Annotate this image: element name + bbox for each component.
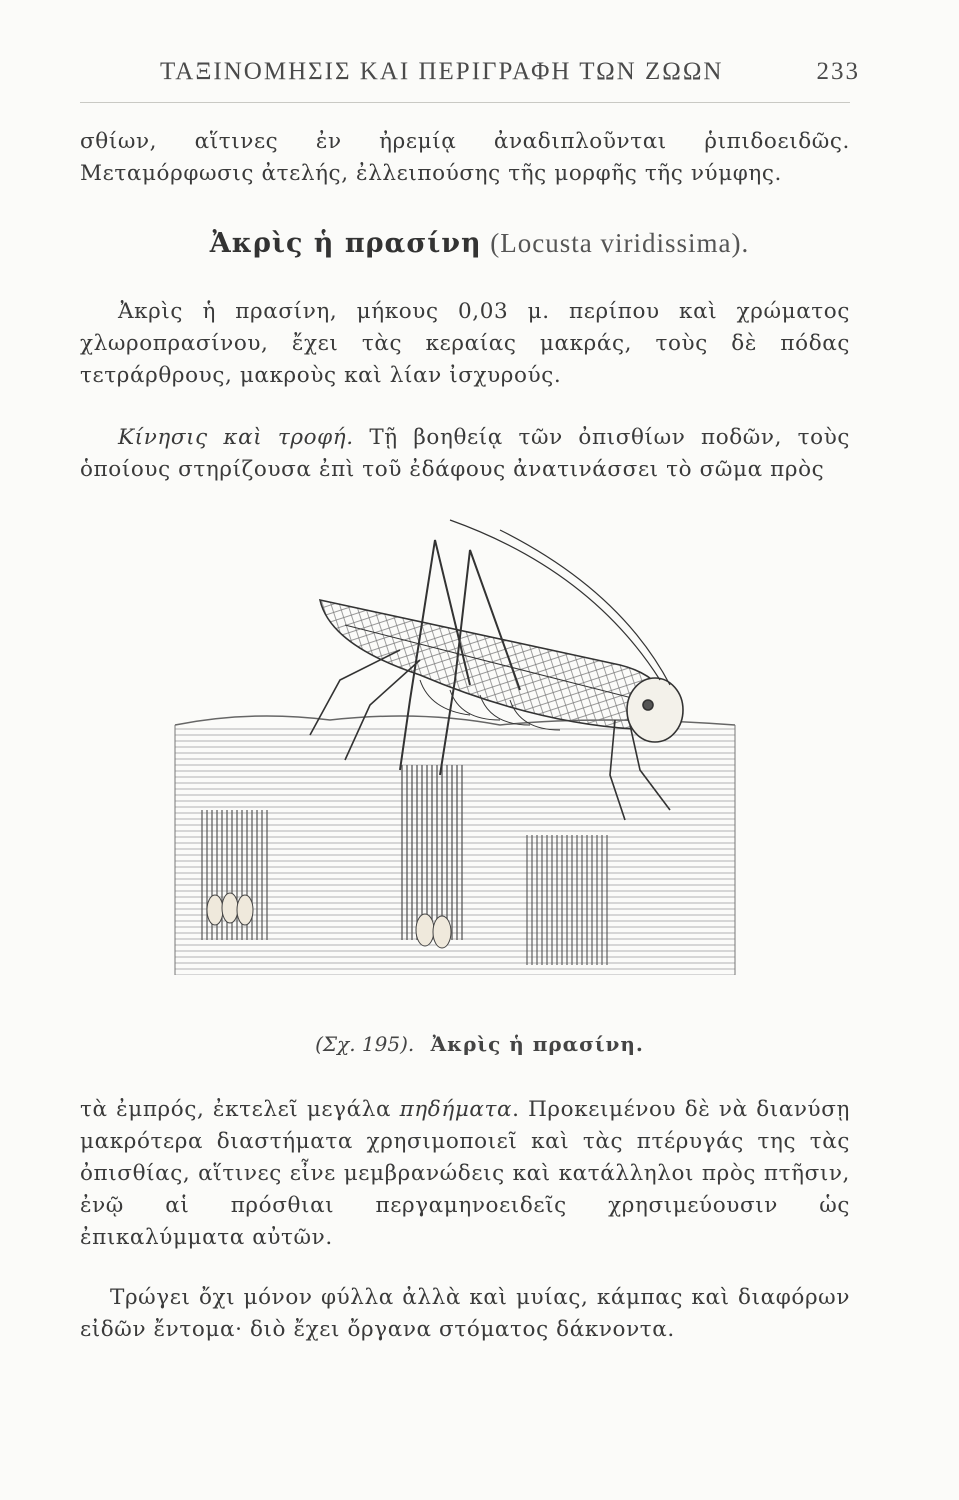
section-heading (0, 228, 959, 259)
wings-paragraph (80, 1094, 850, 1254)
section-greek-title: Ἀκρὶς ἡ πρασίνη (209, 228, 482, 259)
wings-lead: τὰ ἐμπρός, ἐκτελεῖ μεγάλα (80, 1097, 400, 1122)
header-rule (80, 102, 850, 103)
grasshopper-illustration (170, 510, 750, 1020)
motion-heading: Κίνησις καὶ τροφή. (118, 425, 354, 450)
motion-paragraph (80, 422, 850, 486)
figure-number: (Σχ. 195). (315, 1032, 415, 1056)
section-latin-title: (Locusta viridissima). (490, 228, 750, 258)
page-number: 233 (816, 58, 860, 85)
intro-paragraph: σθίων, αἵτινες ἐν ἠρεμίᾳ ἀναδιπλοῦνται ῥιπιδοειδῶς. Μεταμόρφωσις ἀτελής, ἐλλειπούσης τῆς μορφῆς τῆς νύμφης. (80, 129, 850, 186)
food-paragraph: Τρώγει ὄχι μόνον φύλλα ἀλλὰ καὶ μυίας, κάμπας καὶ διαφόρων εἰδῶν ἔντομα· διὸ ἔχει ὄργανα στόματος δάκνοντα. (80, 1285, 850, 1342)
description-paragraph: Ἀκρὶς ἡ πρασίνη, μήκους 0,03 μ. περίπου καὶ χρώματος χλωροπρασίνου, ἔχει τὰς κεραίας μακράς, τοὺς δὲ πόδας τετράρθρους, μακροὺς καὶ λίαν ἰσχυρούς. (80, 299, 850, 388)
wings-emphasis: πηδήματα (399, 1097, 513, 1122)
header-title: ΤΑΞΙΝΟΜΗΣΙΣ ΚΑΙ ΠΕΡΙΓΡΑΦΗ ΤΩΝ ΖΩΩΝ (160, 58, 724, 85)
wings-rest: . Προκειμένου δὲ νὰ διανύσῃ μακρότερα διαστήματα χρησιμοποιεῖ καὶ τὰς πτέρυγάς της τὰς ὀπισθίας, αἵτινες εἶνε μεμβρανώδεις καὶ κατάλληλοι πρὸς πτῆσιν, ἐνῷ αἱ πρόσθιαι περγαμηνοειδεῖς χρησιμεύουσιν ὡς ἐπικαλύμματα αὐτῶν. (80, 1097, 850, 1250)
running-header (160, 58, 860, 98)
figure-caption (0, 1032, 959, 1056)
figure-title: Ἀκρὶς ἡ πρασίνη. (430, 1032, 644, 1056)
motion-text: Τῇ βοηθείᾳ τῶν ὀπισθίων ποδῶν, τοὺς ὁποίους στηρίζουσα ἐπὶ τοῦ ἐδάφους ἀνατινάσσει τὸ σῶμα πρὸς (80, 425, 851, 482)
